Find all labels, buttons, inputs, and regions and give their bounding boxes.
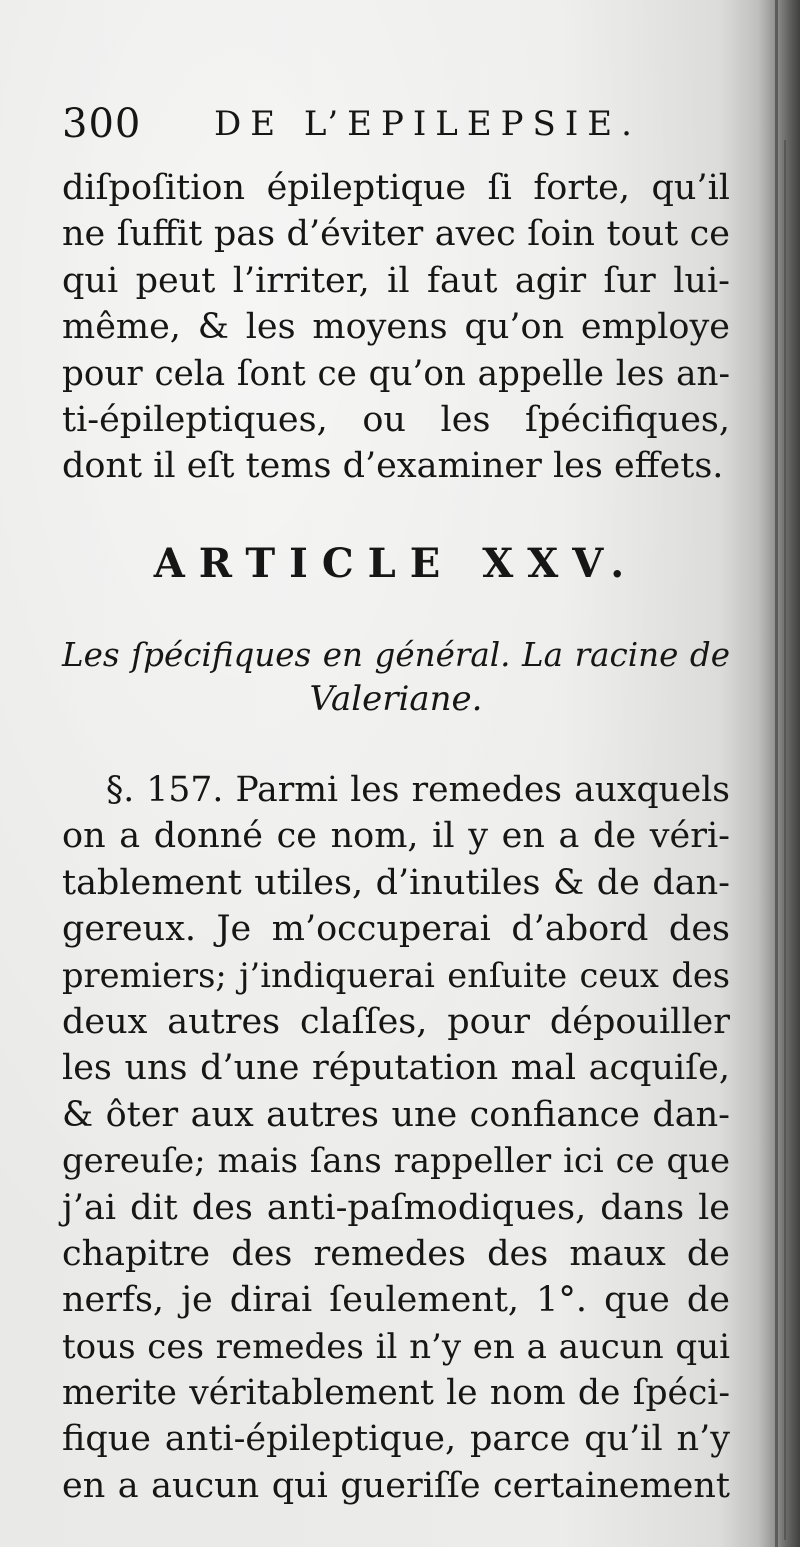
text-line: fique anti-épileptique, parce qu’il n’y <box>62 1419 730 1460</box>
paragraph-continued <box>62 165 730 490</box>
text-line: merite véritablement le nom de ſpéci- <box>62 1373 730 1414</box>
text-line: en a aucun qui gueriſſe certainement <box>62 1465 730 1506</box>
text-line: & ôter aux autres une confiance dan- <box>62 1094 730 1135</box>
text-line: premiers; j’indiquerai enſuite ceux des <box>62 955 730 995</box>
text-line: j’ai dit des anti-paſmodiques, dans le <box>62 1187 730 1228</box>
text-line: chapitre des remedes des maux de <box>62 1233 730 1274</box>
article-heading: ARTICLE XXV. <box>153 540 639 587</box>
text-line: tous ces remedes il n’y en a aucun qui <box>62 1326 730 1367</box>
text-line: ti-épileptiques, ou les ſpécifiques, <box>62 399 730 440</box>
running-head <box>62 98 732 150</box>
text-line: nerfs, je dirai ſeulement, 1°. que de <box>62 1280 730 1321</box>
text-line: tablement utiles, d’inutiles & de dan- <box>62 862 730 903</box>
text-line: dont il eſt tems d’examiner les effets. <box>62 446 724 487</box>
paragraph-section-157 <box>62 767 730 1509</box>
subtitle-line: Les ſpécifiques en général. La racine de <box>62 636 730 674</box>
text-line: on a donné ce nom, il y en a de véri- <box>62 816 730 857</box>
text-line: gereux. Je m’occuperai d’abord des <box>62 909 730 950</box>
text-line: pour cela ſont ce qu’on appelle les an- <box>62 353 730 394</box>
subtitle-line: Valeriane. <box>309 679 483 719</box>
gutter-edge <box>775 0 778 1547</box>
text-line: ne ſuffit pas d’éviter avec ſoin tout ce <box>62 214 730 255</box>
gutter-edge-inner <box>784 140 786 1540</box>
text-line: les uns d’une réputation mal acquiſe, <box>62 1048 730 1089</box>
text-line: §. 157. Parmi les remedes auxquels <box>106 770 730 810</box>
page-number: 300 <box>62 101 142 147</box>
text-line: diſpoſition épileptique ſi forte, qu’il <box>62 168 730 208</box>
running-title: DE L’EPILEPSIE. <box>214 104 641 144</box>
gutter-shadow <box>758 0 800 1547</box>
text-line: qui peut l’irriter, il faut agir ſur lui- <box>62 260 730 301</box>
text-line: même, & les moyens qu’on employe <box>62 307 730 348</box>
text-line: gereuſe; mais ſans rappeller ici ce que <box>62 1141 730 1181</box>
article-subtitle <box>62 633 730 721</box>
text-line: deux autres claſſes, pour dépouiller <box>62 1001 730 1042</box>
